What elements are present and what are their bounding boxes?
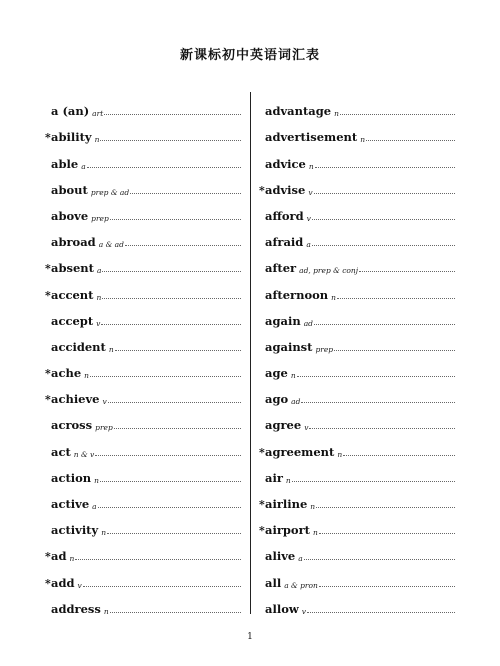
vocab-word: accident: [51, 339, 106, 354]
vocab-entry: [45, 197, 241, 223]
part-of-speech: a & ad: [98, 240, 124, 250]
vocab-entry: [45, 92, 241, 118]
part-of-speech: n: [331, 292, 336, 302]
vocab-entry: [45, 563, 241, 589]
part-of-speech: n: [285, 475, 291, 485]
part-of-speech: v: [306, 213, 311, 223]
vocab-word: afternoon: [265, 287, 329, 302]
dotted-leader: [75, 558, 241, 560]
part-of-speech: v: [77, 580, 82, 590]
dotted-leader: [98, 506, 241, 508]
vocab-word: allow: [265, 601, 299, 616]
vocab-word: airport: [265, 523, 310, 538]
vocab-entry: [45, 302, 241, 328]
vocab-word: across: [51, 418, 93, 433]
part-of-speech: v: [304, 423, 309, 433]
vocab-word: afford: [265, 208, 304, 223]
dotted-leader: [100, 480, 241, 482]
required-mark: *: [45, 288, 51, 302]
dotted-leader: [314, 192, 455, 194]
vocab-word: absent: [51, 261, 94, 276]
dotted-leader: [83, 585, 241, 587]
dotted-leader: [316, 506, 455, 508]
vocab-entry: [45, 354, 241, 380]
vocab-entry: [259, 432, 455, 458]
vocab-word: advise: [265, 182, 306, 197]
dotted-leader: [343, 454, 455, 456]
page-title: 新课标初中英语词汇表: [179, 48, 320, 63]
vocab-entry: [259, 92, 455, 118]
vocab-entry: [45, 537, 241, 563]
vocab-entry: [259, 144, 455, 170]
part-of-speech: n: [96, 292, 102, 302]
left-column: [45, 92, 241, 616]
part-of-speech: n: [310, 502, 316, 511]
dotted-leader: [130, 192, 241, 194]
vocab-entry: [45, 511, 241, 537]
vocab-entry: [259, 223, 455, 249]
dotted-leader: [292, 480, 455, 482]
required-mark: *: [45, 262, 51, 276]
dotted-leader: [319, 585, 455, 587]
vocab-word: agreement: [265, 444, 335, 459]
vocab-word: accent: [51, 287, 94, 302]
part-of-speech: n: [312, 528, 318, 538]
dotted-leader: [115, 349, 241, 351]
dotted-leader: [340, 113, 455, 115]
part-of-speech: prep & ad: [90, 187, 130, 197]
vocab-word: all: [265, 575, 282, 590]
vocab-word: advertisement: [265, 130, 358, 145]
vocab-entry: [45, 144, 241, 170]
part-of-speech: n: [360, 135, 366, 145]
vocab-entry: [259, 171, 455, 197]
dotted-leader: [304, 558, 455, 560]
vocab-entry: [45, 171, 241, 197]
dotted-leader: [307, 611, 455, 613]
vocab-entry: [259, 302, 455, 328]
vocab-entry: [259, 406, 455, 432]
vocab-entry: [259, 511, 455, 537]
part-of-speech: v: [102, 397, 107, 407]
right-column: [259, 92, 455, 616]
dotted-leader: [301, 401, 455, 403]
vocab-word: ability: [51, 130, 92, 145]
vocab-entry: [45, 380, 241, 406]
vocab-entry: [45, 118, 241, 144]
vocab-word: age: [265, 366, 288, 381]
vocab-entry: [259, 380, 455, 406]
required-mark: *: [259, 524, 265, 538]
dotted-leader: [108, 401, 241, 403]
vocab-entry: [45, 406, 241, 432]
dotted-leader: [110, 218, 241, 220]
part-of-speech: v: [96, 318, 101, 328]
part-of-speech: ad: [303, 318, 313, 328]
part-of-speech: a: [96, 266, 102, 276]
part-of-speech: n: [69, 554, 75, 564]
vocab-word: advantage: [265, 104, 332, 119]
dotted-leader: [104, 113, 241, 115]
part-of-speech: prep: [91, 213, 109, 223]
part-of-speech: a & pron: [284, 580, 318, 590]
vocab-entry: [45, 432, 241, 458]
part-of-speech: a: [81, 161, 86, 171]
vocab-entry: [45, 459, 241, 485]
vocab-word: act: [51, 444, 71, 459]
vocab-word: afraid: [265, 235, 304, 250]
part-of-speech: n: [103, 606, 109, 616]
dotted-leader: [102, 270, 241, 272]
vocab-word: address: [51, 601, 101, 616]
dotted-leader: [114, 427, 241, 429]
dotted-leader: [366, 139, 455, 141]
part-of-speech: ad, prep & conj: [299, 266, 359, 276]
dotted-leader: [315, 166, 455, 168]
vocab-entry: [259, 537, 455, 563]
vocab-word: action: [51, 470, 92, 485]
part-of-speech: a: [298, 554, 303, 564]
vocab-entry: [45, 485, 241, 511]
vocab-word: add: [51, 575, 75, 590]
required-mark: *: [259, 498, 265, 511]
dotted-leader: [337, 297, 455, 299]
vocab-word: abroad: [51, 235, 96, 250]
part-of-speech: n & v: [73, 449, 95, 459]
vocab-word: again: [265, 313, 301, 328]
vocab-word: after: [265, 261, 297, 276]
part-of-speech: n: [84, 371, 89, 381]
required-mark: *: [259, 183, 265, 197]
column-divider: [250, 92, 251, 614]
part-of-speech: n: [101, 528, 107, 538]
vocab-word: a (an): [51, 104, 90, 119]
part-of-speech: n: [108, 344, 114, 354]
dotted-leader: [90, 375, 241, 377]
vocab-entry: [259, 197, 455, 223]
vocab-entry: [259, 328, 455, 354]
part-of-speech: v: [308, 187, 313, 197]
part-of-speech: n: [308, 161, 314, 171]
dotted-leader: [87, 166, 241, 168]
required-mark: *: [45, 367, 51, 381]
vocab-entry: [259, 249, 455, 275]
vocab-entry: [259, 354, 455, 380]
part-of-speech: n: [94, 135, 100, 145]
part-of-speech: prep: [315, 344, 334, 354]
part-of-speech: prep: [95, 423, 113, 433]
required-mark: *: [259, 445, 265, 459]
vocab-word: accept: [51, 313, 94, 328]
vocab-word: activity: [51, 523, 99, 538]
dotted-leader: [125, 244, 241, 246]
dotted-leader: [102, 297, 241, 299]
vocab-entry: [45, 328, 241, 354]
vocab-word: ago: [265, 392, 289, 407]
vocab-word: against: [265, 339, 313, 354]
dotted-leader: [107, 532, 241, 534]
dotted-leader: [359, 270, 455, 272]
vocab-entry: [45, 590, 241, 616]
vocab-entry: [45, 249, 241, 275]
vocab-entry: [45, 223, 241, 249]
dotted-leader: [95, 454, 241, 456]
vocab-word: active: [51, 497, 90, 511]
vocab-entry: [259, 459, 455, 485]
part-of-speech: a: [306, 240, 311, 250]
part-of-speech: a: [92, 502, 97, 511]
vocab-word: achieve: [51, 392, 100, 407]
vocab-word: above: [51, 208, 89, 223]
vocab-word: about: [51, 182, 88, 197]
vocab-entry: [259, 118, 455, 144]
vocab-entry: [259, 563, 455, 589]
vocab-word: able: [51, 156, 79, 171]
dotted-leader: [319, 532, 455, 534]
required-mark: *: [45, 131, 51, 145]
dotted-leader: [309, 427, 455, 429]
dotted-leader: [297, 375, 455, 377]
dotted-leader: [314, 323, 455, 325]
part-of-speech: art: [92, 109, 104, 119]
part-of-speech: n: [94, 475, 100, 485]
part-of-speech: n: [334, 109, 339, 119]
vocab-word: airline: [265, 497, 308, 511]
required-mark: *: [45, 576, 51, 590]
required-mark: *: [45, 393, 51, 407]
part-of-speech: v: [301, 606, 307, 616]
vocab-word: air: [265, 470, 283, 485]
dotted-leader: [110, 611, 241, 613]
part-of-speech: n: [337, 449, 343, 459]
dotted-leader: [312, 244, 455, 246]
dotted-leader: [334, 349, 455, 351]
dotted-leader: [100, 139, 241, 141]
vocab-entry: [259, 485, 455, 511]
part-of-speech: n: [290, 371, 296, 381]
vocab-word: advice: [265, 156, 306, 171]
vocab-word: alive: [265, 549, 296, 564]
required-mark: *: [45, 550, 51, 564]
vocab-word: ad: [51, 549, 67, 564]
page-number: 1: [247, 632, 253, 642]
dotted-leader: [101, 323, 241, 325]
vocab-word: agree: [265, 418, 302, 433]
vocab-word: ache: [51, 366, 82, 381]
dotted-leader: [312, 218, 455, 220]
vocab-entry: [259, 275, 455, 301]
vocab-entry: [45, 275, 241, 301]
vocab-entry: [259, 590, 455, 616]
part-of-speech: ad: [291, 397, 301, 407]
